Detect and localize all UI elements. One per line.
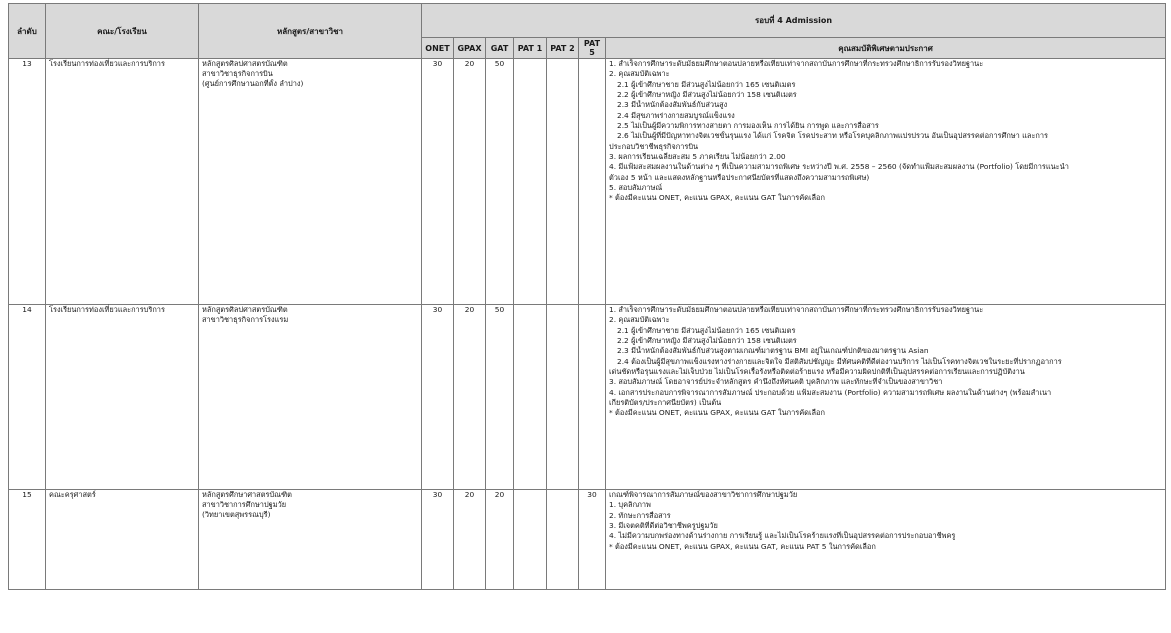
onet-score-cell: 30 bbox=[422, 305, 454, 490]
program-header: หลักสูตร/สาขาวิชา bbox=[199, 4, 422, 59]
rank-header: ลำดับ bbox=[9, 4, 46, 59]
pat1-score-cell bbox=[514, 305, 547, 490]
gpax-score-cell: 20 bbox=[454, 490, 486, 590]
program-line: หลักสูตรศิลปศาสตรบัณฑิต bbox=[202, 59, 288, 68]
criteria-line: เด่นชัดหรือรุนแรงและไม่เจ็บป่วย ไม่เป็นโรคเรื้อรังหรือติดต่อร้ายแรง หรือมีความผิดปกติที่เป็นอุปสรรคต่อการเรียนและการปฏิบัติงาน bbox=[609, 367, 1025, 377]
program-line: (วิทยาเขตสุพรรณบุรี) bbox=[202, 510, 271, 519]
criteria-line: 4. เอกสารประกอบการพิจารณาการสัมภาษณ์ ประกอบด้วย แฟ้มสะสมงาน (Portfolio) ความสามารถพิเศษ ผลงานในด้านต่างๆ (พร้อมสำเนา bbox=[609, 387, 1052, 397]
program-line: หลักสูตรศิลปศาสตรบัณฑิต bbox=[202, 305, 288, 314]
criteria-line: 3. สอบสัมภาษณ์ โดยอาจารย์ประจำหลักสูตร คำนึงถึงทัศนคติ บุคลิกภาพ และทักษะที่จำเป็นของสาขาวิชา bbox=[609, 377, 943, 387]
round-header: รอบที่ 4 Admission bbox=[422, 4, 1166, 38]
table-row bbox=[9, 59, 1166, 305]
criteria-cell bbox=[606, 490, 1166, 590]
criteria-line: 3. มีเจตคติที่ดีต่อวิชาชีพครูปฐมวัย bbox=[609, 521, 718, 531]
gat-score-cell: 50 bbox=[486, 59, 514, 305]
faculty-header: คณะ/โรงเรียน bbox=[46, 4, 199, 59]
faculty-cell: โรงเรียนการท่องเที่ยวและการบริการ bbox=[46, 305, 199, 490]
criteria-line: 2.2 ผู้เข้าศึกษาหญิง มีส่วนสูงไม่น้อยกว่า 158 เซนติเมตร bbox=[617, 90, 797, 100]
onet-header: ONET bbox=[422, 38, 454, 59]
criteria-line: 2. ทักษะการสื่อสาร bbox=[609, 510, 671, 520]
criteria-line: 5. สอบสัมภาษณ์ bbox=[609, 183, 663, 193]
faculty-cell: คณะครุศาสตร์ bbox=[46, 490, 199, 590]
criteria-line: เกณฑ์พิจารณาการสัมภาษณ์ของสาขาวิชาการศึกษาปฐมวัย bbox=[609, 490, 798, 499]
criteria-line: 2.3 มีน้ำหนักต้องสัมพันธ์กับส่วนสูง bbox=[617, 100, 728, 110]
criteria-line: 4. มีแฟ้มสะสมผลงานในด้านต่าง ๆ ที่เป็นความสามารถพิเศษ ระหว่างปี พ.ศ. 2558 – 2560 (จัดทำแฟ้มสะสมผลงาน (Portfolio) โดยมีการแนะนำ bbox=[609, 162, 1069, 172]
criteria-line: ตัวเอง 5 หน้า และแสดงหลักฐานหรือประกาศนียบัตรที่แสดงถึงความสามารถพิเศษ) bbox=[609, 172, 870, 182]
gat-score-cell: 50 bbox=[486, 305, 514, 490]
onet-score-cell: 30 bbox=[422, 490, 454, 590]
criteria-line: 1. สำเร็จการศึกษาระดับมัธยมศึกษาตอนปลายหรือเทียบเท่าจากสถาบันการศึกษาที่กระทรวงศึกษาธิการรับรองวิทยฐานะ bbox=[609, 59, 984, 68]
table-row bbox=[9, 305, 1166, 490]
criteria-line: 2.1 ผู้เข้าศึกษาชาย มีส่วนสูงไม่น้อยกว่า 165 เซนติเมตร bbox=[617, 325, 796, 335]
criteria-line: 2.4 มีสุขภาพร่างกายสมบูรณ์แข็งแรง bbox=[617, 110, 735, 120]
criteria-line: * ต้องมีคะแนน ONET, คะแนน GPAX, คะแนน GAT ในการคัดเลือก bbox=[609, 193, 825, 203]
criteria-line: 2.4 ต้องเป็นผู้มีสุขภาพแข็งแรงทางร่างกายและจิตใจ มีสติสัมปชัญญะ มีทัศนคติที่ดีต่องานบริการ ไม่เป็นโรคทางจิตเวชในระยะที่ปรากฏอาการ bbox=[617, 356, 1062, 366]
pat5-score-cell bbox=[579, 59, 606, 305]
criteria-line: 2. คุณสมบัติเฉพาะ bbox=[609, 69, 670, 79]
criteria-line: 2.3 มีน้ำหนักต้องสัมพันธ์กับส่วนสูงตามเกณฑ์มาตรฐาน BMI อยู่ในเกณฑ์ปกติของมาตรฐาน Asian bbox=[617, 346, 929, 356]
rank-cell: 13 bbox=[9, 59, 46, 305]
criteria-line: 1. บุคลิกภาพ bbox=[609, 500, 651, 510]
criteria-line: 4. ไม่มีความบกพร่องทางด้านร่างกาย การเรียนรู้ และไม่เป็นโรคร้ายแรงที่เป็นอุปสรรคต่อการประกอบอาชีพครู bbox=[609, 531, 956, 541]
criteria-cell bbox=[606, 305, 1166, 490]
pat2-score-cell bbox=[547, 490, 579, 590]
program-line: สาขาวิชาธุรกิจการโรงแรม bbox=[202, 315, 289, 324]
admission-table bbox=[8, 3, 1166, 590]
criteria-line: * ต้องมีคะแนน ONET, คะแนน GPAX, คะแนน GAT, คะแนน PAT 5 ในการคัดเลือก bbox=[609, 541, 876, 551]
rank-cell: 14 bbox=[9, 305, 46, 490]
criteria-line: * ต้องมีคะแนน ONET, คะแนน GPAX, คะแนน GAT ในการคัดเลือก bbox=[609, 408, 825, 418]
program-line: (ศูนย์การศึกษานอกที่ตั้ง ลำปาง) bbox=[202, 79, 304, 88]
header-row bbox=[9, 4, 1166, 38]
criteria-line: 2. คุณสมบัติเฉพาะ bbox=[609, 315, 670, 325]
criteria-line: 2.2 ผู้เข้าศึกษาหญิง มีส่วนสูงไม่น้อยกว่า 158 เซนติเมตร bbox=[617, 336, 797, 346]
criteria-line: 1. สำเร็จการศึกษาระดับมัธยมศึกษาตอนปลายหรือเทียบเท่าจากสถาบันการศึกษาที่กระทรวงศึกษาธิการรับรองวิทยฐานะ bbox=[609, 305, 984, 314]
gat-score-cell: 20 bbox=[486, 490, 514, 590]
faculty-cell: โรงเรียนการท่องเที่ยวและการบริการ bbox=[46, 59, 199, 305]
pat2-score-cell bbox=[547, 305, 579, 490]
pat5-score-cell: 30 bbox=[579, 490, 606, 590]
pat5-score-cell bbox=[579, 305, 606, 490]
program-line: สาขาวิชาการศึกษาปฐมวัย bbox=[202, 500, 287, 509]
criteria-line: 2.5 ไม่เป็นผู้มีความพิการทางสายตา การมองเห็น การได้ยิน การพูด และการสื่อสาร bbox=[617, 121, 879, 131]
criteria-header: คุณสมบัติพิเศษตามประกาศ bbox=[606, 38, 1166, 59]
pat1-score-cell bbox=[514, 490, 547, 590]
gpax-header: GPAX bbox=[454, 38, 486, 59]
criteria-line: เกียรติบัตร/ประกาศนียบัตร) เป็นต้น bbox=[609, 398, 722, 408]
pat5-header: PAT 5 bbox=[579, 38, 606, 59]
criteria-line: 2.6 ไม่เป็นผู้ที่มีปัญหาทางจิตเวชขั้นรุนแรง ได้แก่ โรคจิต โรคประสาท หรือโรคบุคลิกภาพแปรปรวน อันเป็นอุปสรรคต่อการศึกษา และการ bbox=[617, 131, 1049, 141]
table-row bbox=[9, 490, 1166, 590]
gpax-score-cell: 20 bbox=[454, 305, 486, 490]
program-line: หลักสูตรศึกษาศาสตรบัณฑิต bbox=[202, 490, 292, 499]
rank-cell: 15 bbox=[9, 490, 46, 590]
pat2-header: PAT 2 bbox=[547, 38, 579, 59]
program-line: สาขาวิชาธุรกิจการบิน bbox=[202, 69, 273, 78]
criteria-line: ประกอบวิชาชีพธุรกิจการบิน bbox=[609, 141, 699, 151]
criteria-cell bbox=[606, 59, 1166, 305]
pat1-header: PAT 1 bbox=[514, 38, 547, 59]
program-cell bbox=[199, 305, 422, 490]
pat2-score-cell bbox=[547, 59, 579, 305]
criteria-line: 3. ผลการเรียนเฉลี่ยสะสม 5 ภาคเรียน ไม่น้อยกว่า 2.00 bbox=[609, 152, 786, 162]
pat1-score-cell bbox=[514, 59, 547, 305]
gat-header: GAT bbox=[486, 38, 514, 59]
criteria-line: 2.1 ผู้เข้าศึกษาชาย มีส่วนสูงไม่น้อยกว่า 165 เซนติเมตร bbox=[617, 79, 796, 89]
onet-score-cell: 30 bbox=[422, 59, 454, 305]
program-cell bbox=[199, 490, 422, 590]
gpax-score-cell: 20 bbox=[454, 59, 486, 305]
program-cell bbox=[199, 59, 422, 305]
